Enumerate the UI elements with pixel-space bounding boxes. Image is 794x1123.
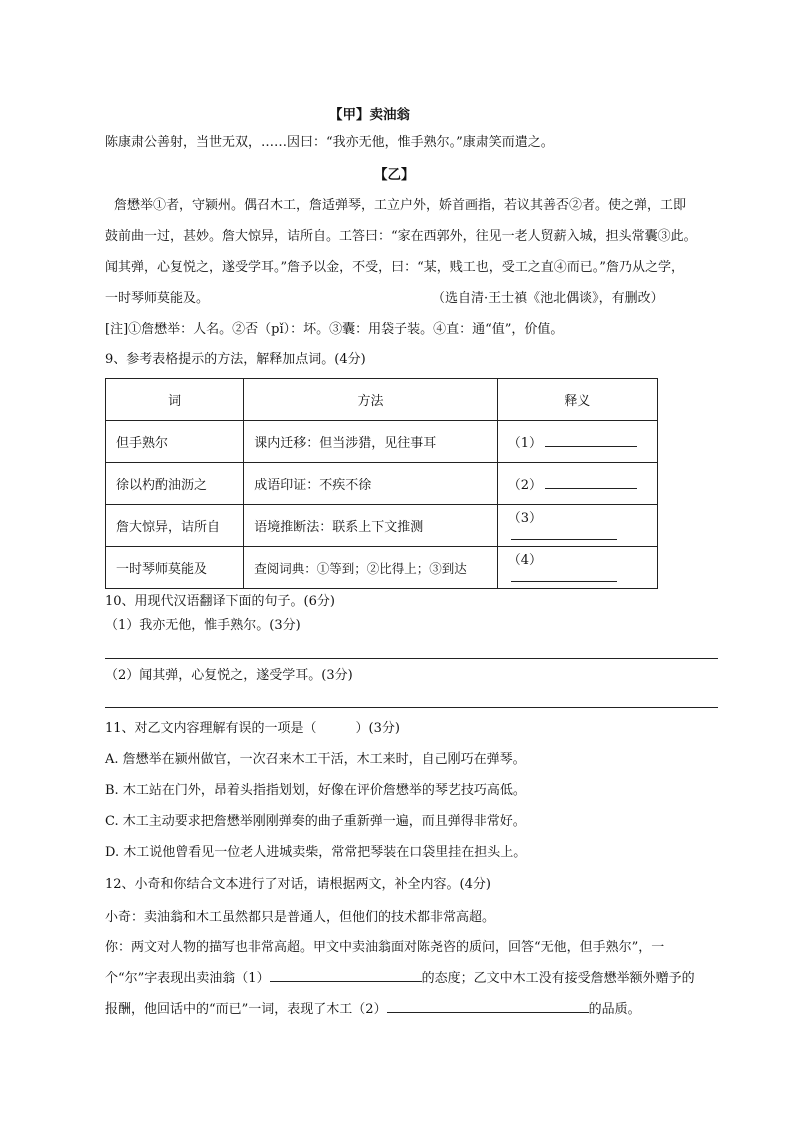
table-header: 词 xyxy=(106,379,244,421)
passage-yi-line: 闻其弹，心复悦之，遂受学耳。”詹予以金，不受，曰：“某，贱工也，受工之直④而已。”詹乃从之学， xyxy=(105,260,684,275)
answer-blank[interactable] xyxy=(545,433,637,447)
answer-blank[interactable] xyxy=(511,568,617,582)
q12-you-line: 个“尔”字表现出卖油翁（1） 的态度；乙文中木工没有接受詹懋举额外赠予的 xyxy=(105,968,695,989)
answer-line[interactable] xyxy=(105,707,718,708)
table-row xyxy=(106,463,658,505)
answer-blank[interactable] xyxy=(511,526,617,540)
passage-yi-line: 一时琴师莫能及。 xyxy=(105,291,210,306)
table-cell: 詹大惊异，诘所自 xyxy=(106,505,244,547)
answer-cell[interactable]: （4） xyxy=(497,547,657,589)
passage-source: （选自清·王士禛《池北偶谈》，有删改） xyxy=(432,291,664,306)
passage-yi-title: 【乙】 xyxy=(374,167,415,183)
table-header: 释义 xyxy=(497,379,657,421)
q10-sentence-1: （1）我亦无他，惟手熟尔。(3分) xyxy=(105,618,301,633)
passage-jia-text: 陈康肃公善射，当世无双，……因曰：“我亦无他，惟手熟尔。”康肃笑而遣之。 xyxy=(105,135,554,150)
q11-stem: 11、对乙文内容理解有误的一项是（ ）(3分) xyxy=(105,721,400,736)
answer-blank[interactable] xyxy=(387,999,589,1013)
table-cell: 语境推断法：联系上下文推测 xyxy=(244,505,497,547)
q11-option-c[interactable]: C. 木工主动要求把詹懋举刚刚弹奏的曲子重新弹一遍，而且弹得非常好。 xyxy=(105,814,526,829)
answer-cell[interactable]: （3） xyxy=(497,505,657,547)
table-cell: 查阅词典：①等到；②比得上；③到达 xyxy=(244,547,497,589)
table-cell: 课内迁移：但当涉猎，见往事耳 xyxy=(244,421,497,463)
table-row xyxy=(106,421,658,463)
table-cell: 成语印证：不疾不徐 xyxy=(244,463,497,505)
q11-option-a[interactable]: A. 詹懋举在颍州做官，一次召来木工干活，木工来时，自己刚巧在弹琴。 xyxy=(105,752,526,767)
q11-option-d[interactable]: D. 木工说他曾看见一位老人进城卖柴，常常把琴装在口袋里挂在担头上。 xyxy=(105,845,527,860)
table-cell: 徐以杓酌油沥之 xyxy=(106,463,244,505)
table-row xyxy=(106,547,658,589)
q12-xiaoqi: 小奇：卖油翁和木工虽然都只是普通人，但他们的技术都非常高超。 xyxy=(105,910,496,925)
answer-blank[interactable] xyxy=(545,475,637,489)
passage-yi-line: 詹懋举①者，守颍州。偶召木工，詹适弹琴，工立户外，娇首画指，若议其善否②者。使之弹，工即 xyxy=(114,198,687,213)
q10-sentence-2: （2）闻其弹，心复悦之，遂受学耳。(3分) xyxy=(105,668,353,683)
table-header-row xyxy=(106,379,658,421)
q9-stem: 9、参考表格提示的方法，解释加点词。(4分) xyxy=(105,352,366,367)
answer-blank[interactable] xyxy=(270,968,422,982)
q11-option-b[interactable]: B. 木工站在门外，昂着头指指划划，好像在评价詹懋举的琴艺技巧高低。 xyxy=(105,783,526,798)
table-row xyxy=(106,505,658,547)
table-header: 方法 xyxy=(244,379,497,421)
q10-stem: 10、用现代汉语翻译下面的句子。(6分) xyxy=(105,594,335,609)
passage-yi-line: 鼓前曲一过，甚妙。詹大惊异，诘所自。工答曰：“家在西郭外，往见一老人贸薪入城，担头常囊③此。 xyxy=(105,229,697,244)
answer-line[interactable] xyxy=(105,658,718,659)
answer-cell[interactable]: （2） xyxy=(497,463,657,505)
q9-table xyxy=(105,378,658,589)
q12-you-line: 报酬，他回话中的“而已”一词，表现了木工（2） 的品质。 xyxy=(105,999,641,1020)
answer-cell[interactable]: （1） xyxy=(497,421,657,463)
table-cell: 一时琴师莫能及 xyxy=(106,547,244,589)
passage-jia-title: 【甲】卖油翁 xyxy=(329,107,410,123)
q12-stem: 12、小奇和你结合文本进行了对话，请根据两文，补全内容。(4分) xyxy=(105,877,491,892)
q12-you-line: 你：两文对人物的描写也非常高超。甲文中卖油翁面对陈尧咨的质问，回答“无他，但手熟尔”，一 xyxy=(105,940,665,955)
table-cell: 但手熟尔 xyxy=(106,421,244,463)
passage-notes: [注]①詹懋举：人名。②否（pǐ）：坏。③囊：用袋子装。④直：通“值”，价值。 xyxy=(105,322,564,337)
